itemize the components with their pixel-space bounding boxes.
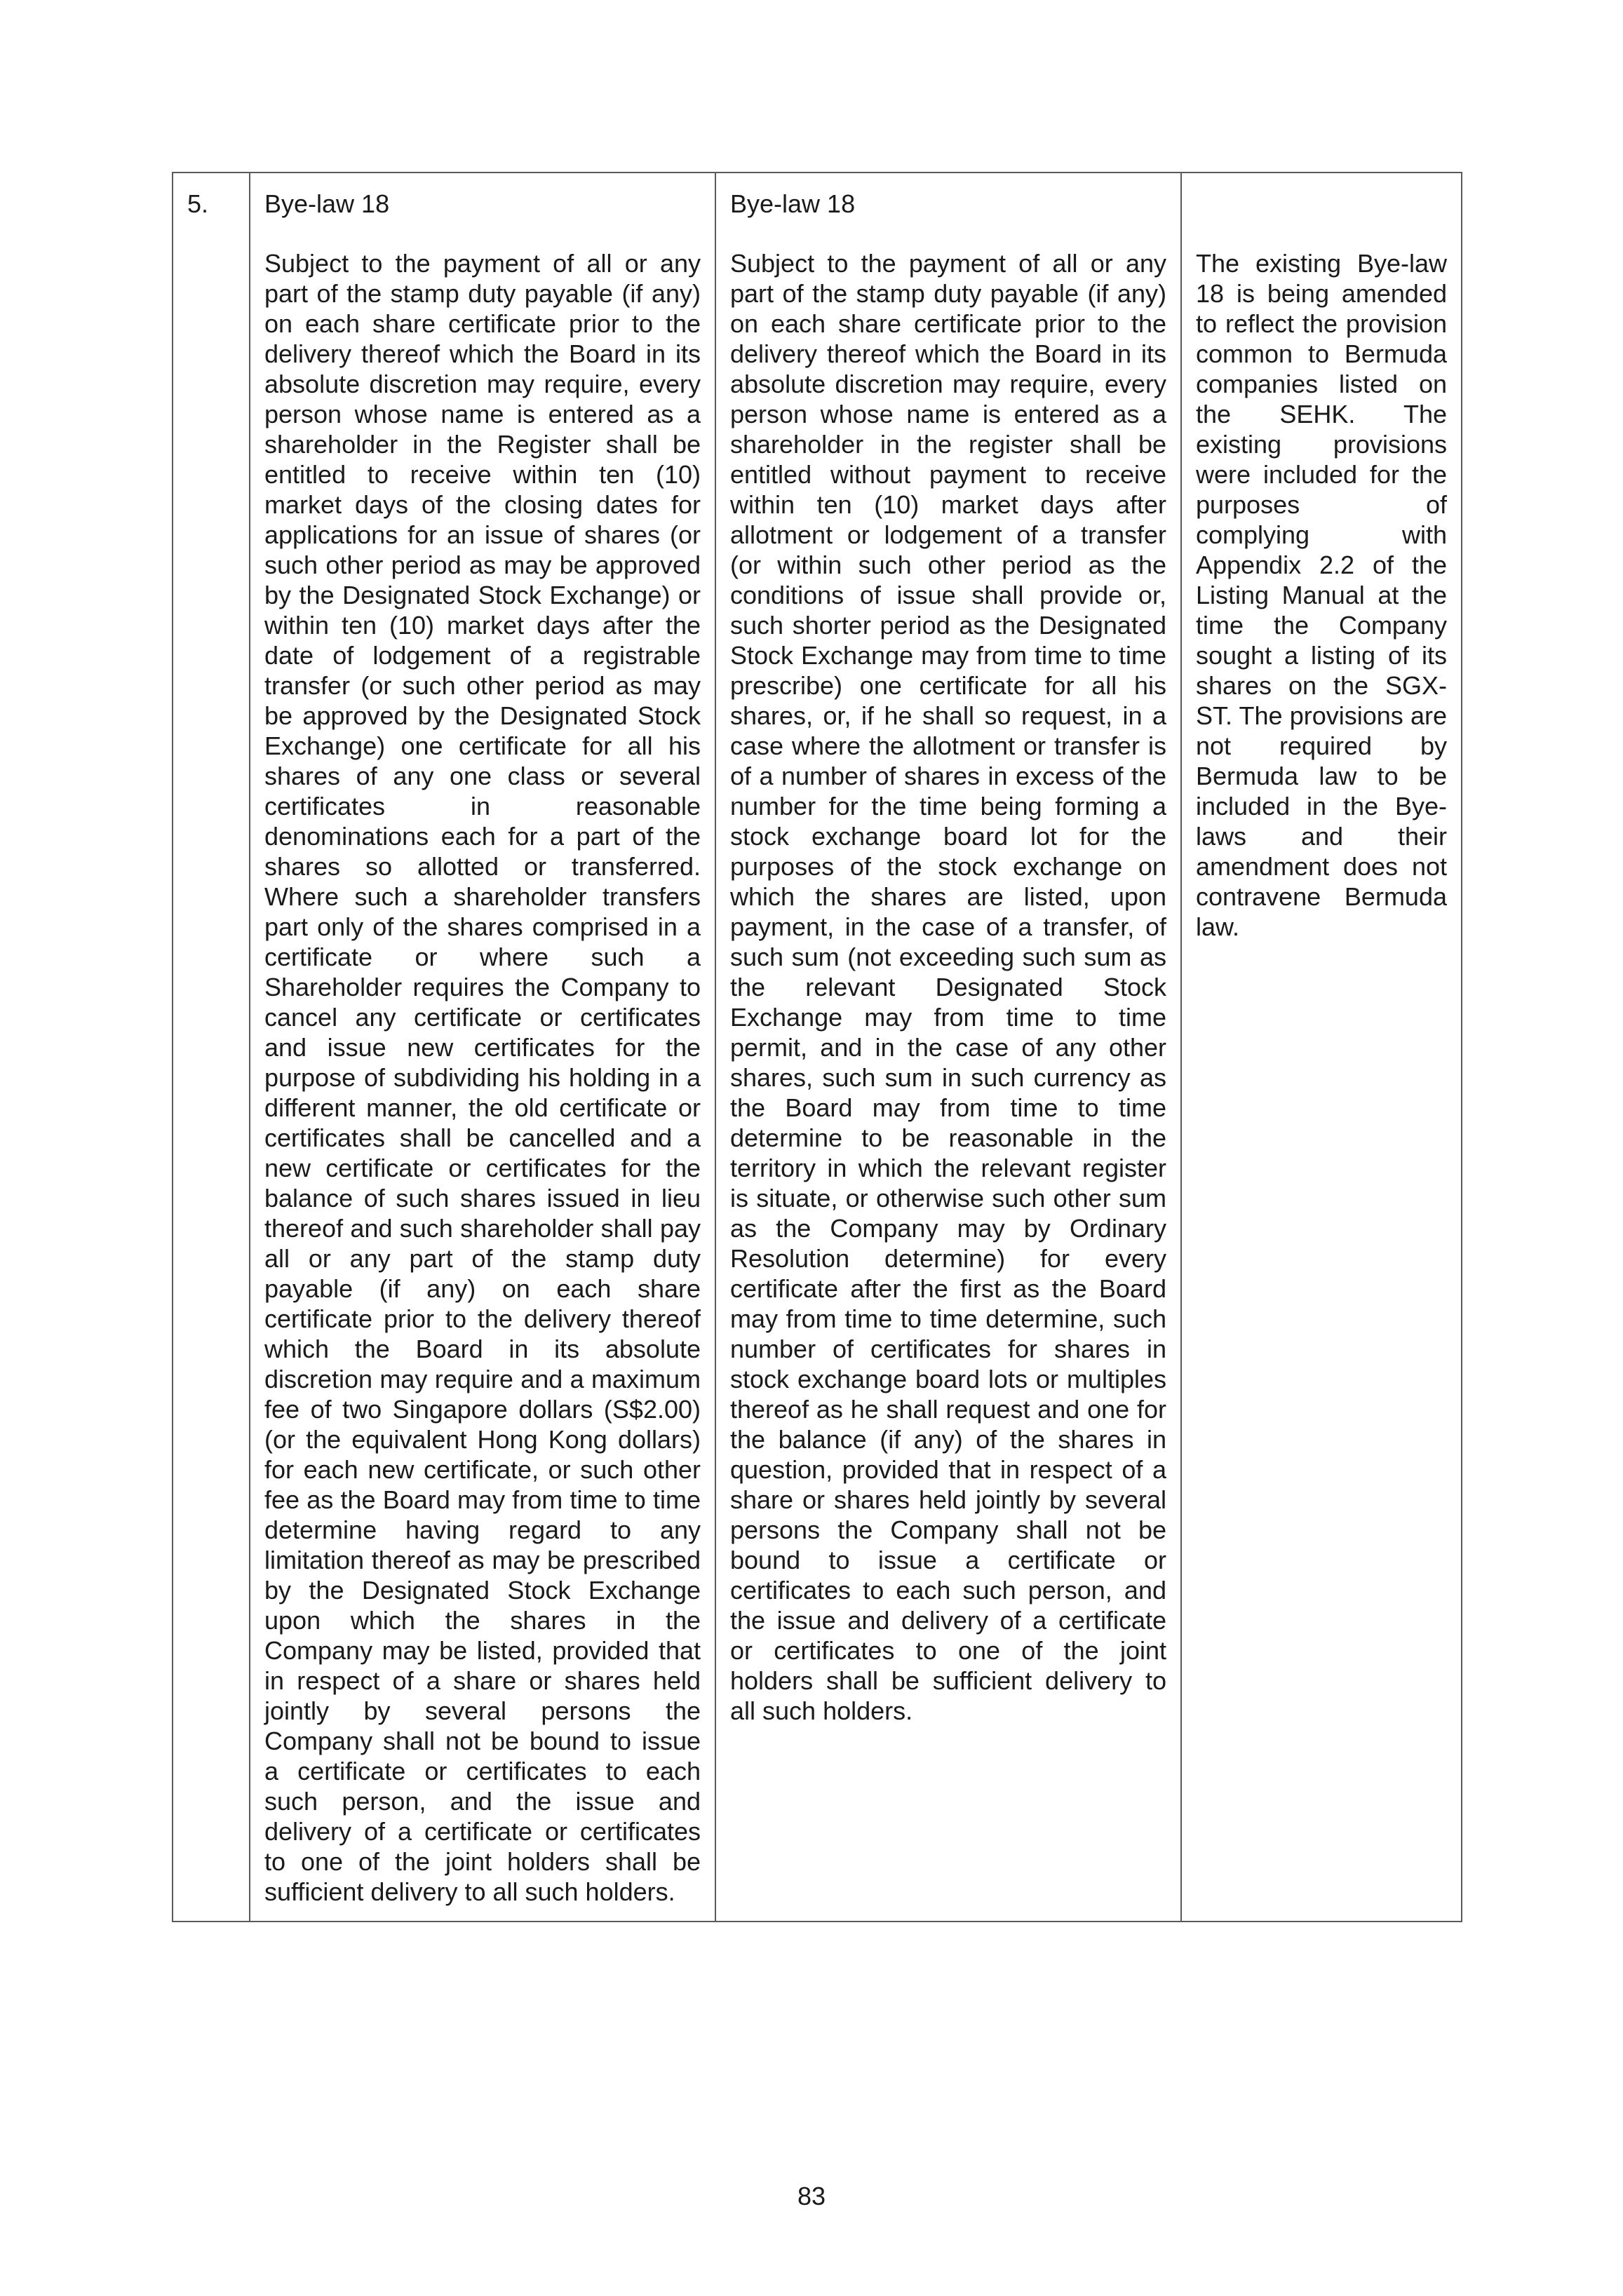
explanation-text: The existing Bye-law 18 is being amended to reflect the provision common to Bermuda companies listed on the SEHK. The existing provisions were included for the purposes of complying with Appendix 2.2 of the Listing Manual at the time the Company sought a listing of its shares on the SGX-ST. The provisions are not required by Bermuda law to be included in the Bye-laws and their amendment does not contravene Bermuda law.: [1196, 249, 1447, 941]
explanation-cell: [1181, 173, 1462, 1922]
bye-law-comparison-table: [172, 172, 1462, 1922]
item-number: 5.: [187, 189, 209, 218]
explanation-spacer: [1196, 189, 1447, 248]
existing-bye-law-heading: Bye-law 18: [264, 189, 390, 218]
page-number: 83: [797, 2182, 826, 2210]
table-row: [173, 173, 1462, 1922]
amended-bye-law-heading: Bye-law 18: [730, 189, 856, 218]
amended-bye-law-text: Subject to the payment of all or any part of the stamp duty payable (if any) on each share certificate prior to the delivery thereof which the Board in its absolute discretion may require, every person whose name is entered as a shareholder in the register shall be entitled without payment to receive within ten (10) market days after allotment or lodgement of a transfer (or within such other period as the conditions of issue shall provide or, such shorter period as the Designated Stock Exchange may from time to time prescribe) one certificate for all his shares, or, if he shall so request, in a case where the allotment or transfer is of a number of shares in excess of the number for the time being forming a stock exchange board lot for the purposes of the stock exchange on which the shares are listed, upon payment, in the case of a transfer, of such sum (not exceeding such sum as the relevant Designated Stock Exchange may from time to time permit, and in the case of any other shares, such sum in such currency as the Board may from time to time determine to be reasonable in the territory in which the relevant register is situate, or otherwise such other sum as the Company may by Ordinary Resolution determine) for every certificate after the first as the Board may from time to time determine, such number of certificates for shares in stock exchange board lots or multiples thereof as he shall request and one for the balance (if any) of the shares in question, provided that in respect of a share or shares held jointly by several persons the Company shall not be bound to issue a certificate or certificates to each such person, and the issue and delivery of a certificate or certificates to one of the joint holders shall be sufficient delivery to all such holders.: [730, 249, 1166, 1725]
existing-bye-law-cell: [250, 173, 715, 1922]
existing-bye-law-text: Subject to the payment of all or any part of the stamp duty payable (if any) on each share certificate prior to the delivery thereof which the Board in its absolute discretion may require, every person whose name is entered as a shareholder in the Register shall be entitled to receive within ten (10) market days of the closing dates for applications for an issue of shares (or such other period as may be approved by the Designated Stock Exchange) or within ten (10) market days after the date of lodgement of a registrable transfer (or such other period as may be approved by the Designated Stock Exchange) one certificate for all his shares of any one class or several certificates in reasonable denominations each for a part of the shares so allotted or transferred. Where such a shareholder transfers part only of the shares comprised in a certificate or where such a Shareholder requires the Company to cancel any certificate or certificates and issue new certificates for the purpose of subdividing his holding in a different manner, the old certificate or certificates shall be cancelled and a new certificate or certificates for the balance of such shares issued in lieu thereof and such shareholder shall pay all or any part of the stamp duty payable (if any) on each share certificate prior to the delivery thereof which the Board in its absolute discretion may require and a maximum fee of two Singapore dollars (S$2.00) (or the equivalent Hong Kong dollars) for each new certificate, or such other fee as the Board may from time to time determine having regard to any limitation thereof as may be prescribed by the Designated Stock Exchange upon which the shares in the Company may be listed, provided that in respect of a share or shares held jointly by several persons the Company shall not be bound to issue a certificate or certificates to each such person, and the issue and delivery of a certificate or certificates to one of the joint holders shall be sufficient delivery to all such holders.: [264, 249, 701, 1906]
item-number-cell: [173, 173, 250, 1922]
amended-bye-law-cell: [715, 173, 1181, 1922]
